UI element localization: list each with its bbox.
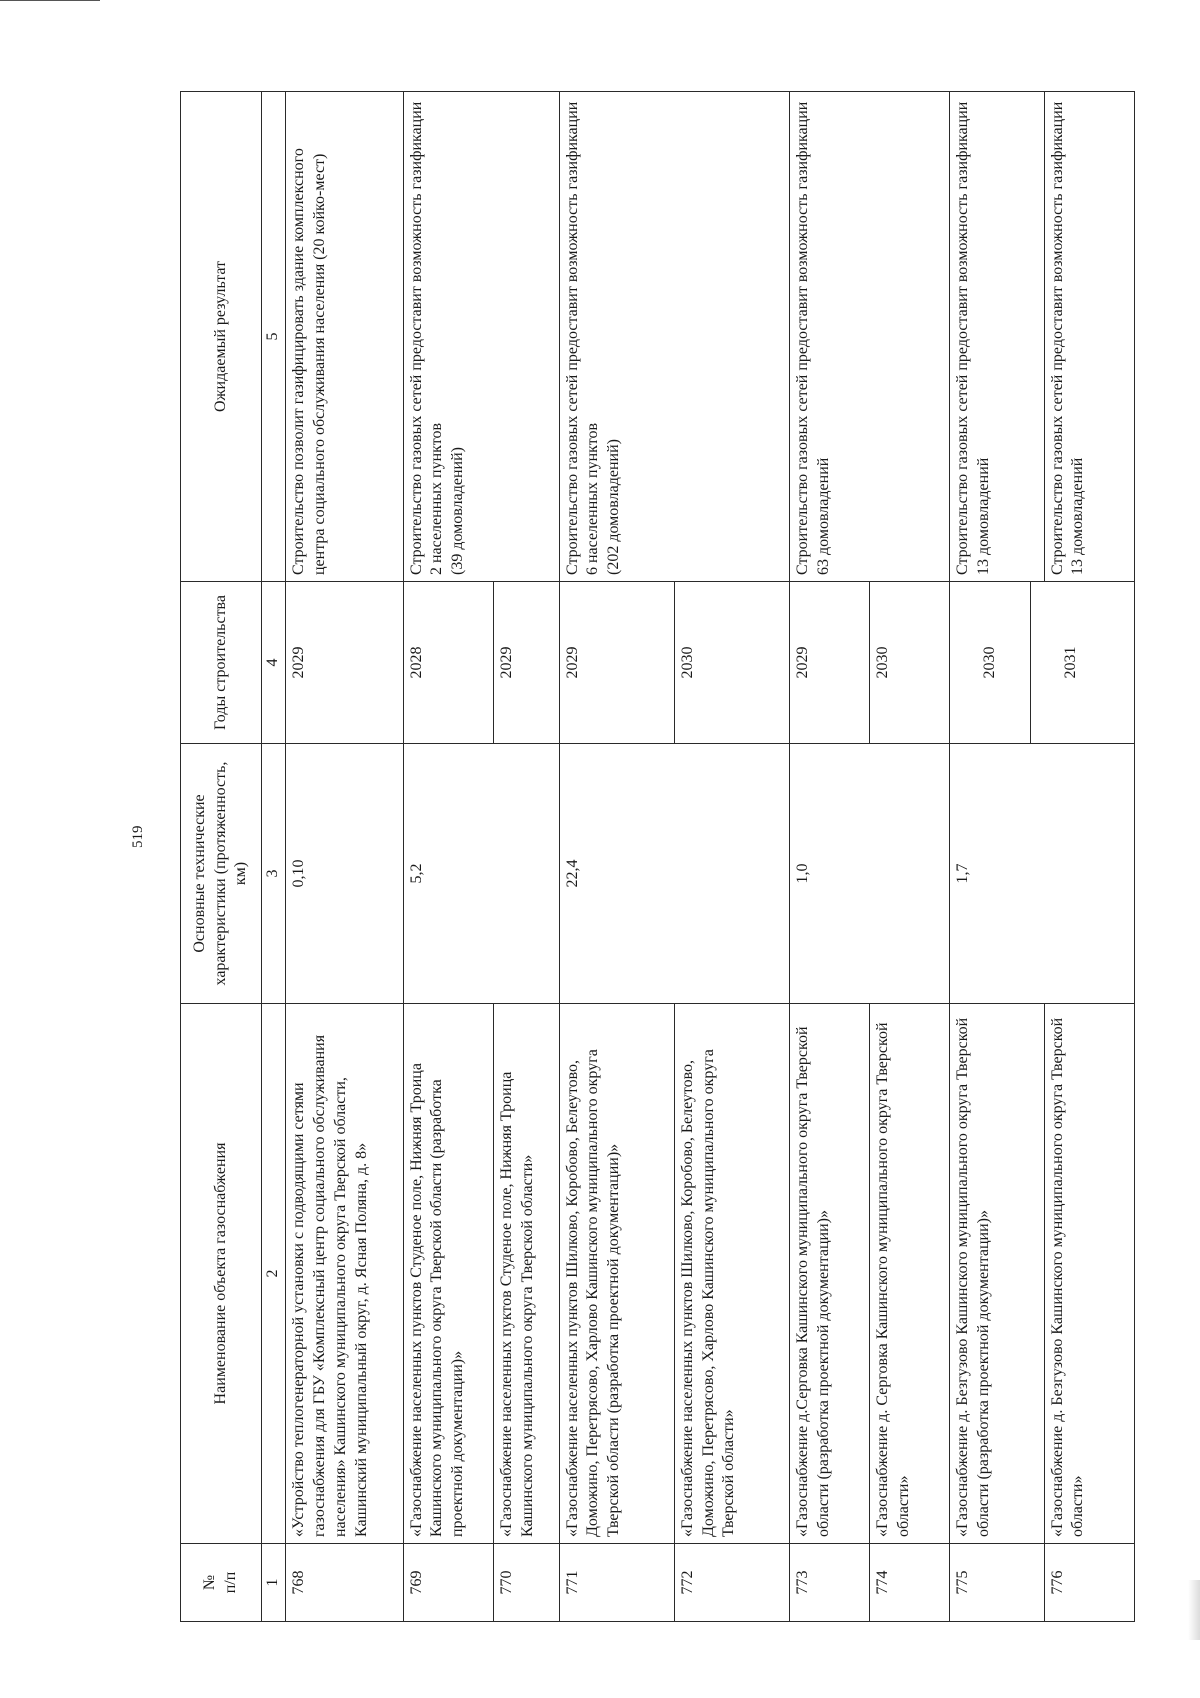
header-num: № п/п <box>181 1544 262 1622</box>
length-value: 22,4 <box>559 744 789 1004</box>
column-number: 3 <box>262 744 286 1004</box>
object-name: «Газоснабжение д.Серговка Кашинского муниципального округа Тверской области (разработка проектной документации)» <box>789 1004 869 1544</box>
row-number: 770 <box>493 1544 559 1622</box>
length-value: 1,0 <box>789 744 949 1004</box>
expected-result: Строительство газовых сетей предоставит возможность газификации 2 населенных пунктов (39 домовладений) <box>403 92 559 582</box>
row-number: 776 <box>1044 1544 1134 1622</box>
construction-year: 2030 <box>674 582 789 744</box>
row-number: 768 <box>286 1544 403 1622</box>
expected-result: Строительство газовых сетей предоставит возможность газификации 63 домовладений <box>789 92 949 582</box>
expected-result: Строительство газовых сетей предоставит возможность газификации 6 населенных пунктов (202 домовладений) <box>559 92 789 582</box>
construction-year: 2030 <box>869 582 949 744</box>
construction-year: 2029 <box>789 582 869 744</box>
row-number: 769 <box>403 1544 493 1622</box>
row-number: 772 <box>674 1544 789 1622</box>
object-name: «Газоснабжение населенных пунктов Студеное поле, Нижняя Троица Кашинского муниципального округа Тверской области (разработка проектной документации)» <box>403 1004 493 1544</box>
length-value: 1,7 <box>950 744 1135 1004</box>
table-header-row <box>181 92 262 1622</box>
rotated-table-container <box>180 92 1135 1622</box>
length-value: 5,2 <box>403 744 559 1004</box>
table-row <box>789 92 869 1622</box>
scan-edge-line <box>0 0 100 1</box>
construction-year: 2029 <box>286 582 403 744</box>
scan-edge-shadow <box>1188 1580 1200 1640</box>
header-tech: Основные технические характеристики (протяженность, км) <box>181 744 262 1004</box>
object-name: «Газоснабжение д. Безгузово Кашинского муниципального округа Тверской области» <box>1044 1004 1134 1544</box>
table-row <box>286 92 403 1622</box>
expected-result: Строительство газовых сетей предоставит возможность газификации 13 домовладений <box>1044 92 1134 582</box>
column-number: 2 <box>262 1004 286 1544</box>
page-number: 519 <box>130 825 146 848</box>
construction-year: 2031 <box>1061 646 1079 679</box>
table-row <box>950 92 1045 1622</box>
header-name: Наименование объекта газоснабжения <box>181 1004 262 1544</box>
column-number: 1 <box>262 1544 286 1622</box>
object-name: «Газоснабжение д. Серговка Кашинского муниципального округа Тверской области» <box>869 1004 949 1544</box>
object-name: «Газоснабжение д. Безгузово Кашинского муниципального округа Тверской области (разработка проектной документации)» <box>950 1004 1045 1544</box>
row-number: 773 <box>789 1544 869 1622</box>
construction-year: 2028 <box>403 582 493 744</box>
object-name: «Устройство теплогенераторной установки с подводящими сетями газоснабжения для ГБУ «Комплексный центр социального обслуживания населения» Кашинского муниципального округа Тверской области, Кашинский муниципальный округ, д. Ясная Поляна, д. 8» <box>286 1004 403 1544</box>
object-name: «Газоснабжение населенных пунктов Шилково, Коробово, Белеутово, Доможино, Перетрясово, Харлово Кашинского муниципального округа Тверской области (разработка проектной документации)» <box>559 1004 674 1544</box>
construction-year: 2029 <box>493 582 559 744</box>
object-name: «Газоснабжение населенных пунктов Шилково, Коробово, Белеутово, Доможино, Перетрясово, Харлово Кашинского муниципального округа Тверской области» <box>674 1004 789 1544</box>
gas-supply-table <box>180 91 1135 1622</box>
construction-year: 2030 <box>980 646 998 679</box>
expected-result: Строительство позволит газифицировать здание комплексного центра социального обслуживания населения (20 койко-мест) <box>286 92 403 582</box>
construction-year <box>950 582 1135 744</box>
expected-result: Строительство газовых сетей предоставит возможность газификации 13 домовладений <box>950 92 1045 582</box>
table-row <box>559 92 674 1622</box>
table-row <box>403 92 493 1622</box>
column-number: 4 <box>262 582 286 744</box>
object-name: «Газоснабжение населенных пуктов Студеное поле, Нижняя Троица Кашинского муниципального округа Тверской области» <box>493 1004 559 1544</box>
column-number: 5 <box>262 92 286 582</box>
header-result: Ожидаемый результат <box>181 92 262 582</box>
row-number: 774 <box>869 1544 949 1622</box>
row-number: 771 <box>559 1544 674 1622</box>
header-years: Годы строительства <box>181 582 262 744</box>
row-number: 775 <box>950 1544 1045 1622</box>
construction-year: 2029 <box>559 582 674 744</box>
length-value: 0,10 <box>286 744 403 1004</box>
column-number-row <box>262 92 286 1622</box>
